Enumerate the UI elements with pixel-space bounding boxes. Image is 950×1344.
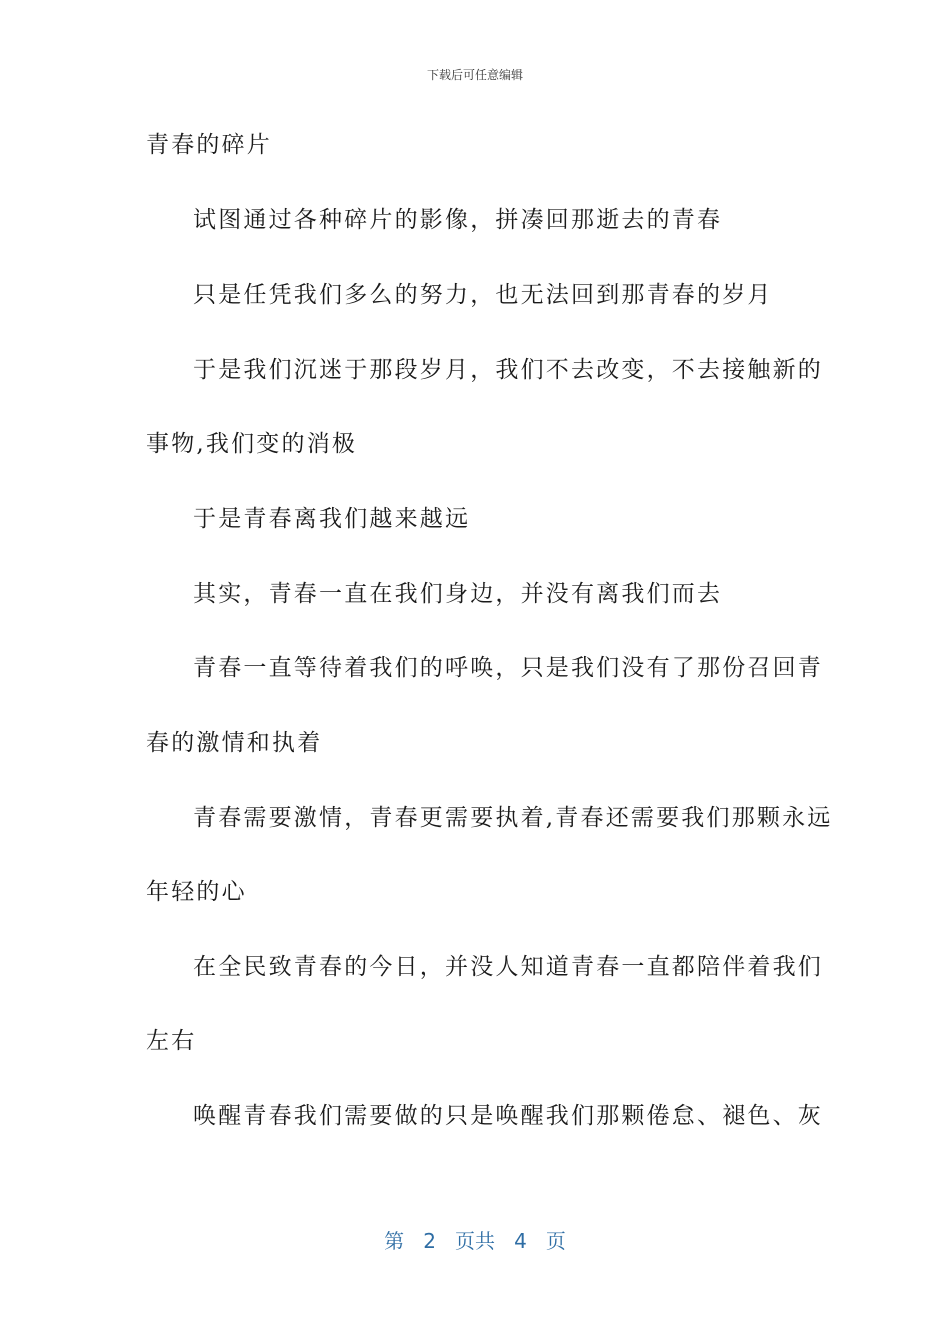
current-page-number: 2	[423, 1229, 436, 1253]
paragraph-line: 左右	[146, 1028, 197, 1054]
paragraph-line: 青春需要激情，青春更需要执着,青春还需要我们那颗永远	[193, 805, 833, 831]
paragraph-line: 青春一直等待着我们的呼唤，只是我们没有了那份召回青	[193, 655, 823, 681]
document-title: 青春的碎片	[146, 132, 272, 158]
page-suffix: 页	[545, 1229, 566, 1253]
header-note: 下载后可任意编辑	[426, 68, 523, 82]
paragraph-line: 只是任凭我们多么的努力，也无法回到那青春的岁月	[193, 282, 773, 308]
paragraph-line: 于是我们沉迷于那段岁月，我们不去改变，不去接触新的	[193, 357, 823, 383]
paragraph-line: 其实，青春一直在我们身边，并没有离我们而去	[193, 581, 723, 607]
paragraph-line: 年轻的心	[146, 879, 247, 905]
page-mid-text: 页共	[455, 1229, 495, 1253]
paragraph-line: 唤醒青春我们需要做的只是唤醒我们那颗倦怠、褪色、灰	[193, 1103, 823, 1129]
paragraph-line: 在全民致青春的今日，并没人知道青春一直都陪伴着我们	[193, 954, 823, 980]
paragraph-line: 试图通过各种碎片的影像，拼凑回那逝去的青春	[193, 207, 723, 233]
paragraph-line: 于是青春离我们越来越远	[193, 506, 471, 532]
total-pages-number: 4	[514, 1229, 527, 1253]
page-footer	[0, 1225, 950, 1254]
page-prefix: 第	[384, 1229, 405, 1253]
paragraph-line: 事物,我们变的消极	[146, 431, 358, 457]
paragraph-line: 春的激情和执着	[146, 730, 323, 756]
